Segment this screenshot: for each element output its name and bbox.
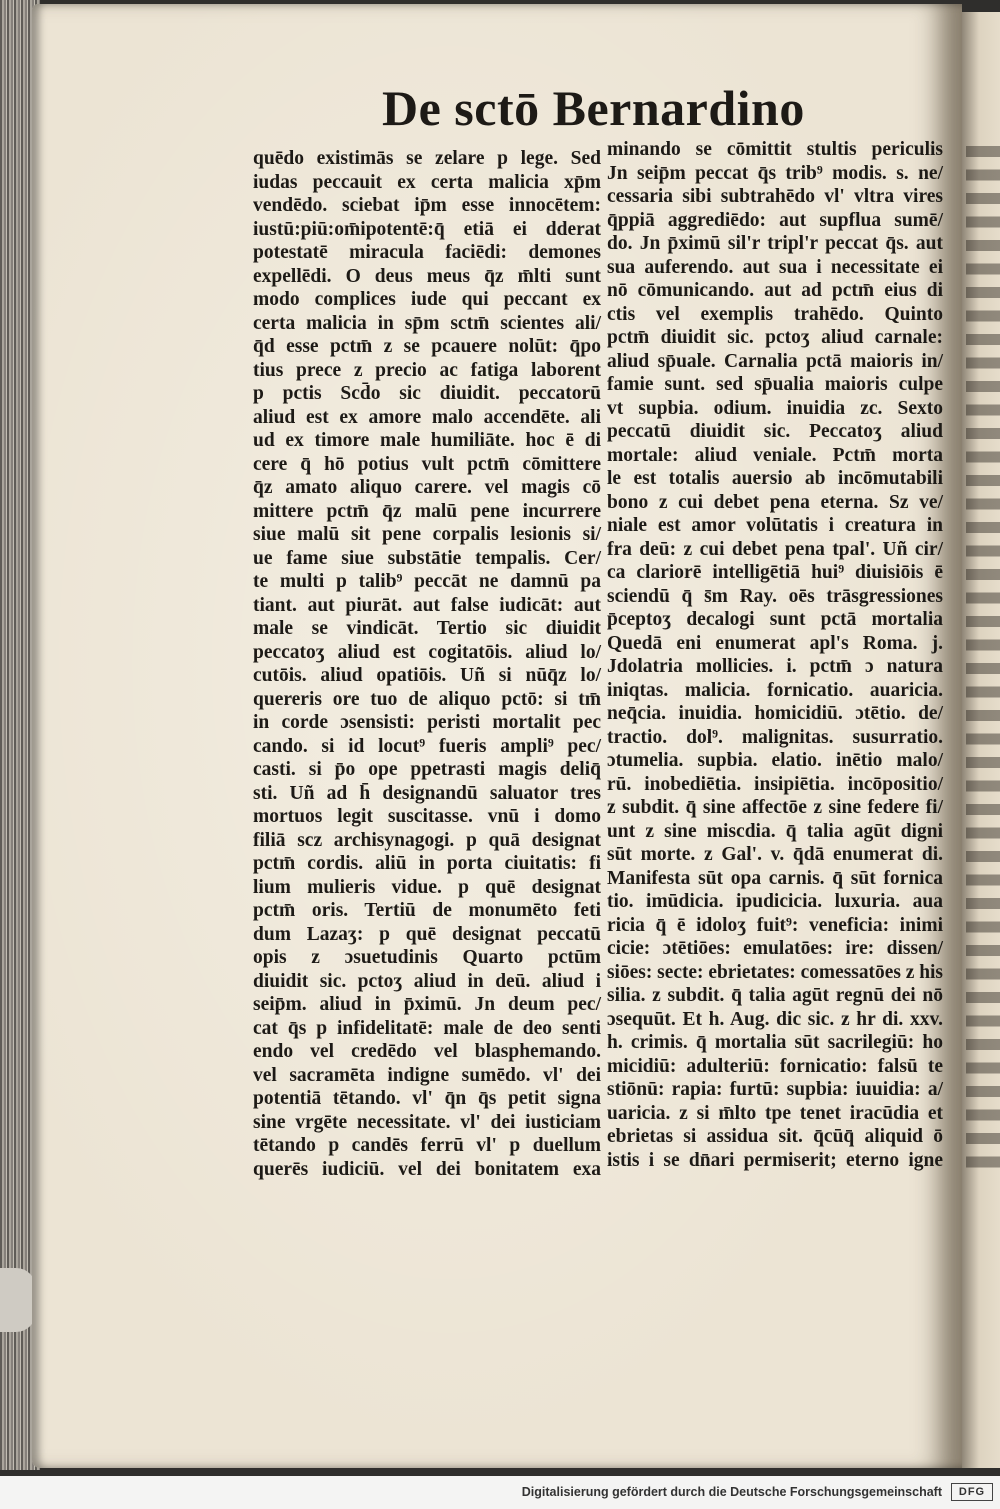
running-title: De sctō Bernardino xyxy=(382,80,805,136)
text-line: casti. si p̄o ope ppetrasti magis deliq̄ xyxy=(253,759,601,780)
text-line: sine vrgēte necessitate. vl' dei iusticiam xyxy=(253,1111,601,1133)
text-line: endo vel credēdo vel blasphemando. xyxy=(253,1041,601,1062)
text-line: ca clariorē intelligētiā hui⁹ diuisiōis ē xyxy=(607,562,943,583)
text-line: ɔtumelia. supbia. elatio. inētio malo/ xyxy=(607,750,943,771)
text-line: cicie: ɔtētiōes: emulatōes: ire: dissen/ xyxy=(607,938,943,959)
text-line: mittere pctm̄ q̄z malū pene incurrere xyxy=(253,500,601,522)
text-line: vt supbia. odium. inuidia zc. Sexto xyxy=(607,397,943,419)
text-line: minando se cōmittit stultis periculis xyxy=(607,139,943,160)
text-line: peccatoʒ aliud est cogitatōis. aliud lo/ xyxy=(253,641,601,663)
text-line: unt z sine miscdia. q̄ talia agūt digni xyxy=(607,820,943,842)
text-line: seip̄m. aliud in p̄ximū. Jn deum pec/ xyxy=(253,994,601,1015)
text-line: ebrietas si assidua sit. q̄cūq̄ aliquid ō xyxy=(607,1126,943,1147)
dfg-logo[interactable]: DFG xyxy=(951,1483,993,1501)
text-line: modo complices iude qui peccant ex xyxy=(253,289,601,310)
right-column xyxy=(607,138,943,1172)
text-line: nō cōmunicando. aut ad pctm̄ eius di xyxy=(607,280,943,301)
text-line: tio. imūdicia. ipudicicia. luxuria. aua xyxy=(607,891,943,912)
text-line: querēs iudiciū. vel dei bonitatem exa xyxy=(253,1158,601,1180)
text-line: tiant. aut piurāt. aut false iudicāt: aut xyxy=(253,594,601,616)
text-line: sti. Uñ ad h̄ designandū saluator tres xyxy=(253,782,601,804)
text-line: fra deū: z cui debet pena tpal'. Uñ cir/ xyxy=(607,538,943,560)
text-line: pctm̄ diuidit sic. pctoʒ aliud carnale: xyxy=(607,327,943,348)
text-line: tius prece z precio ac fatiga laborent xyxy=(253,359,601,381)
text-line: ue fame siue substātie tempalis. Cer/ xyxy=(253,547,601,569)
text-line: tractio. dol⁹. malignitas. susurratio. xyxy=(607,726,943,748)
text-line: p pctis Scd̄o sic diuidit. peccatorū xyxy=(253,383,601,404)
text-line: istis i se dn̄ari permiserit; eterno igne xyxy=(607,1149,943,1171)
text-line: expellēdi. O deus meus q̄z m̄lti sunt xyxy=(253,265,601,287)
text-line: ctis vel exemplis trahēdo. Quinto xyxy=(607,303,943,325)
text-line: silia. z subdit. q̄ talia agūt regnū dei nō xyxy=(607,985,943,1006)
text-line: mortale: aliud veniale. Pctm̄ morta xyxy=(607,444,943,466)
text-line: cere q̄ hō potius vult pctm̄ cōmittere xyxy=(253,453,601,475)
page-tab-notch xyxy=(0,1268,36,1332)
text-line: Jn seip̄m peccat q̄s trib⁹ modis. s. ne/ xyxy=(607,162,943,184)
text-line: sciendū q̄ s̄m Ray. oēs trāsgressiones xyxy=(607,585,943,607)
text-line: peccatū diuidit sic. Peccatoʒ aliud xyxy=(607,421,943,442)
text-line: rū. inobediētia. insipiētia. incōpositio/ xyxy=(607,773,943,795)
text-line: potestatē miracula faciēdi: demones xyxy=(253,242,601,263)
text-line: Manifesta sūt opa carnis. q̄ sūt fornica xyxy=(607,867,943,889)
text-line: dum Lazaʒ: p quē designat peccatū xyxy=(253,923,601,945)
text-line: niale est amor volūtatis i creatura in xyxy=(607,515,943,536)
text-line: in corde ɔsensisti: peristi mortalit pec xyxy=(253,712,601,733)
text-line: q̄ppiā aggrediēdo: aut supflua sumē/ xyxy=(607,209,943,231)
text-line: certa malicia in sp̄m sctm̄ scientes ali/ xyxy=(253,312,601,334)
text-line: te multi p talib⁹ peccāt ne damnū pa xyxy=(253,571,601,592)
text-line: iustū:piū:om̄ipotentē:q̄ etiā ei dderat xyxy=(253,218,601,240)
text-line: bono z cui debet pena eterna. Sz ve/ xyxy=(607,491,943,513)
footer-bar xyxy=(0,1476,1000,1509)
text-line: filiā scz archisynagogi. p quā designat xyxy=(253,829,601,851)
text-line: stiōnū: rapia: furtū: supbia: iuuidia: a/ xyxy=(607,1079,943,1100)
facing-page-text-edge xyxy=(966,140,1000,1180)
text-line: sua auferendo. aut sua i necessitate ei xyxy=(607,256,943,278)
text-line: vel sacramēta indigne sumēdo. vl' dei xyxy=(253,1064,601,1086)
text-line: ud ex timore male humiliāte. hoc ē di xyxy=(253,430,601,451)
text-line: pctm̄ oris. Tertiū de monumēto feti xyxy=(253,900,601,921)
text-line: aliud est ex amore malo accendēte. ali xyxy=(253,406,601,428)
text-line: sūt morte. z Gal'. v. q̄dā enumerat di. xyxy=(607,844,943,865)
text-line: iniqtas. malicia. fornicatio. auaricia. xyxy=(607,679,943,701)
text-line: neq̄cia. inuidia. homicidiū. ɔtētio. de/ xyxy=(607,703,943,724)
text-line: Jdolatria mollicies. i. pctm̄ ɔ natura xyxy=(607,656,943,677)
text-line: siōes: secte: ebrietates: comessatōes z his xyxy=(607,961,943,983)
text-line: quēdo existimās se zelare p lege. Sed xyxy=(253,148,601,169)
text-line: cando. si id locut⁹ fueris ampli⁹ pec/ xyxy=(253,735,601,757)
text-line: male se vindicāt. Tertio sic diuidit xyxy=(253,618,601,639)
text-line: cutōis. aliud opatiōis. Uñ si nūq̄z lo/ xyxy=(253,665,601,686)
text-line: q̄z amato aliquo carere. vel magis cō xyxy=(253,477,601,498)
text-line: quereris ore tuo de aliquo pctō: si tm̄ xyxy=(253,688,601,710)
text-line: q̄d esse pctm̄ z se pcauere nolūt: q̄po xyxy=(253,336,601,357)
text-line: ricia q̄ ē idoloʒ fuit⁹: veneficia: inimi xyxy=(607,914,943,936)
text-line: lium mulieris vidue. p quē designat xyxy=(253,876,601,898)
text-line: mortuos legit suscitasse. vnū i domo xyxy=(253,806,601,827)
text-line: tētando p candēs ferrū vl' p duellum xyxy=(253,1135,601,1156)
text-line: diuidit sic. pctoʒ aliud in deū. aliud i xyxy=(253,970,601,992)
text-line: pctm̄ cordis. aliū in porta ciuitatis: fi xyxy=(253,853,601,874)
text-line: cessaria sibi subtrahēdo vl' vltra vires xyxy=(607,186,943,207)
text-line: cat q̄s p infidelitatē: male de deo senti xyxy=(253,1017,601,1039)
text-line: micidiū: adulteriū: fornicatio: falsū te xyxy=(607,1055,943,1077)
text-line: opis z ɔsuetudinis Quarto pctūm xyxy=(253,947,601,968)
text-line: p̄ceptoʒ decalogi sunt pctā mortalia xyxy=(607,609,943,630)
text-line: h. crimis. q̄ mortalia sūt sacrilegiū: ho xyxy=(607,1032,943,1053)
text-line: do. Jn p̄ximū sil'r tripl'r peccat q̄s. aut xyxy=(607,233,943,254)
funding-credit: Digitalisierung gefördert durch die Deutsche Forschungsgemeinschaft xyxy=(521,1485,942,1499)
text-line: iudas peccauit ex certa malicia xp̄m xyxy=(253,171,601,193)
text-line: vendēdo. sciebat ip̄m esse innocētem: xyxy=(253,195,601,216)
text-line: z subdit. q̄ sine affectōe z sine federe fi/ xyxy=(607,797,943,818)
text-line: potentiā tētando. vl' q̄n q̄s petit signa xyxy=(253,1088,601,1109)
text-line: ɔsequūt. Et h. Aug. dic sic. z hr di. xxv. xyxy=(607,1008,943,1030)
text-line: le est totalis auersio ab incōmutabili xyxy=(607,468,943,489)
text-line: Quedā eni enumerat apl's Roma. j. xyxy=(607,632,943,654)
text-line: aliud sp̄uale. Carnalia pctā maioris in/ xyxy=(607,350,943,372)
text-line: uaricia. z si m̄lto tpe tenet iracūdia et xyxy=(607,1102,943,1124)
text-line: siue malū sit pene corpalis lesionis si/ xyxy=(253,524,601,545)
text-line: famie sunt. sed sp̄ualia maioris culpe xyxy=(607,374,943,395)
left-column xyxy=(253,147,601,1181)
